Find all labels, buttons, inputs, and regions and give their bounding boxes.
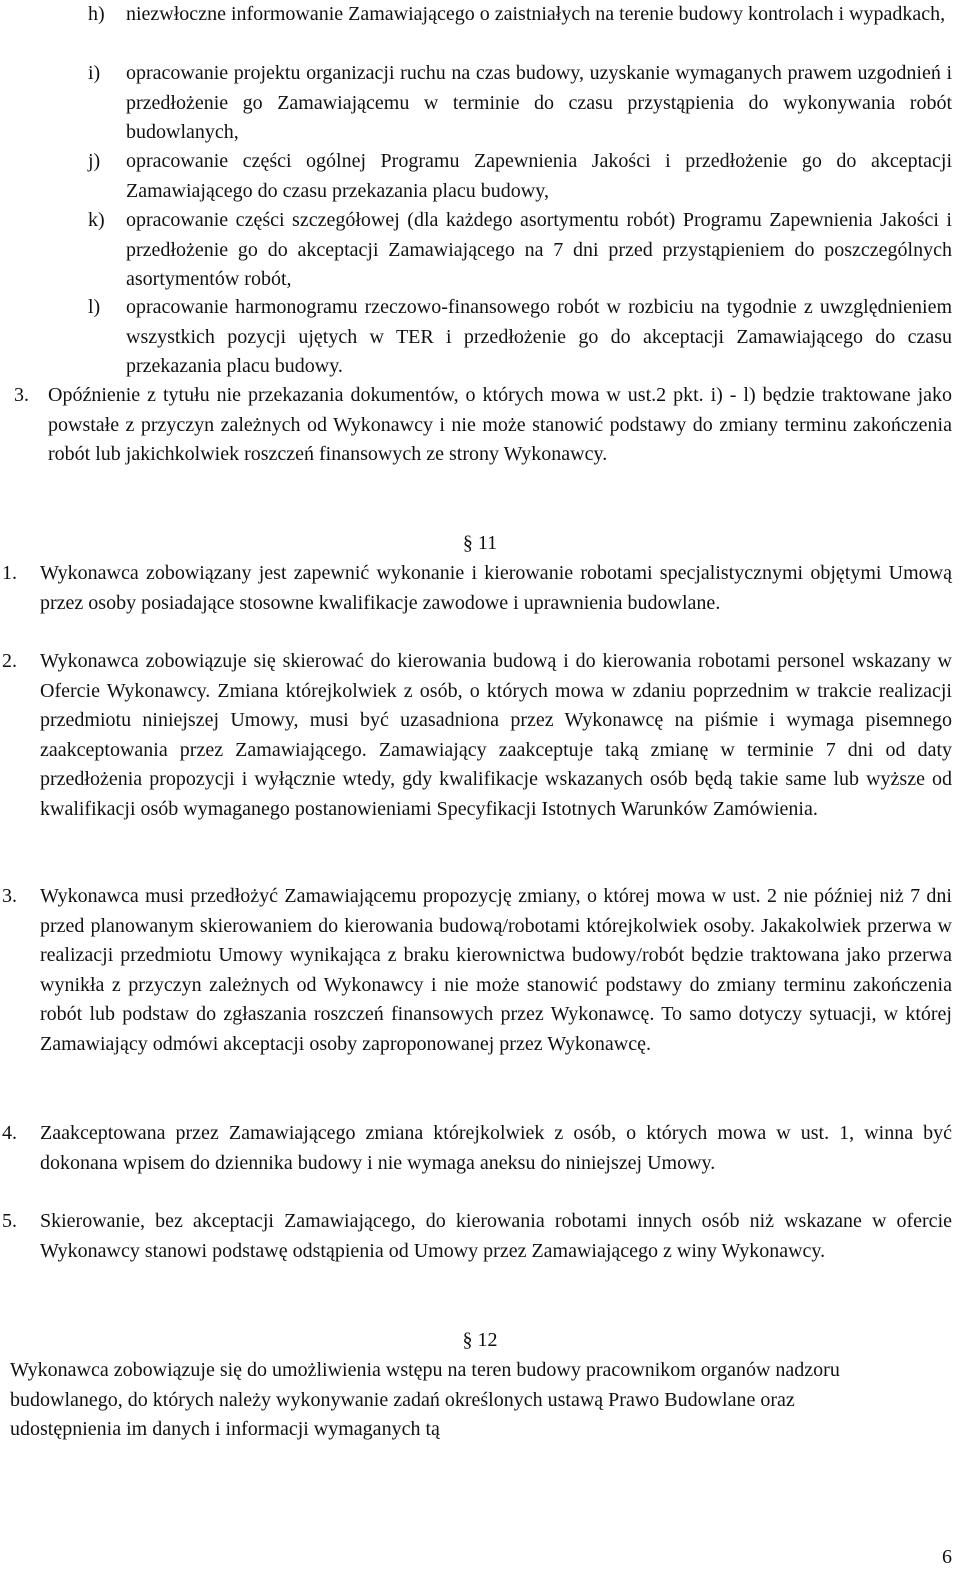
list-item-k bbox=[88, 206, 952, 295]
section-heading-12: § 12 bbox=[462, 1329, 498, 1351]
page-number: 6 bbox=[942, 1546, 952, 1568]
item-text: Wykonawca zobowiązuje się skierować do kierowania budową i do kierowania robotami personel wskazany w Ofercie Wykonawcy. Zmiana którejkolwiek z osób, o których mowa w zdaniu poprzednim w trakcie realizacji przedmiotu niniejszej Umowy, musi być uzasadniona przez Wykonawcę na piśmie i wymaga pisemnego zaakceptowania przez Zamawiającego. Zamawiający zaakceptuje taką zmianę w terminie 7 dni od daty przedłożenia propozycji i wyłącznie wtedy, gdy kwalifikacje wskazanych osób będą takie same lub wyższe od kwalifikacji osób wymaganego postanowieniami Specyfikacji Istotnych Warunków Zamówienia. bbox=[40, 650, 952, 820]
section-11-item-5 bbox=[2, 1207, 952, 1266]
section-11-item-2 bbox=[2, 647, 952, 824]
item-text: Zaakceptowana przez Zamawiającego zmiana którejkolwiek z osób, o których mowa w ust. 1, winna być dokonana wpisem do dziennika budowy i nie wymaga aneksu do niniejszej Umowy. bbox=[40, 1122, 952, 1174]
item-number: 5. bbox=[2, 1210, 17, 1232]
list-label: h) bbox=[88, 3, 105, 25]
section-11-item-3 bbox=[2, 882, 952, 1059]
item-text: Wykonawca musi przedłożyć Zamawiającemu propozycję zmiany, o której mowa w ust. 2 nie później niż 7 dni przed planowanym skierowaniem do kierowania budową/robotami którejkolwiek osoby. Jakakolwiek przerwa w realizacji przedmiotu Umowy wynikająca z braku kierownictwa budowy/robót będzie traktowana jako przerwa wynikła z przyczyn zależnych od Wykonawcy i nie może stanowić podstawy do zmiany terminu zakończenia robót lub podstaw do zgłaszania roszczeń finansowych przez Wykonawcę. To samo dotyczy sytuacji, w której Zamawiający odmówi akceptacji osoby zaproponowanej przez Wykonawcę. bbox=[40, 885, 952, 1055]
list-item-j bbox=[88, 147, 952, 206]
list-text: opracowanie części szczegółowej (dla każdego asortymentu robót) Programu Zapewnienia Jakości i przedłożenie go do akceptacji Zamawiającego na 7 dni przed przystąpieniem do poszczególnych asortymentów robót, bbox=[126, 209, 952, 290]
list-text: opracowanie części ogólnej Programu Zapewnienia Jakości i przedłożenie go do akceptacji Zamawiającego do czasu przekazania placu budowy, bbox=[126, 150, 952, 202]
list-label: j) bbox=[88, 150, 101, 172]
point-label: 3. bbox=[14, 384, 29, 406]
list-label: i) bbox=[88, 62, 101, 84]
item-number: 2. bbox=[2, 650, 17, 672]
point-text: Opóźnienie z tytułu nie przekazania dokumentów, o których mowa w ust.2 pkt. i) - l) będzie traktowane jako powstałe z przyczyn zależnych od Wykonawcy i nie może stanowić podstawy do zmiany terminu zakończenia robót lub jakichkolwiek roszczeń finansowych ze strony Wykonawcy. bbox=[48, 384, 952, 465]
list-label: l) bbox=[88, 296, 101, 318]
item-text: Skierowanie, bez akceptacji Zamawiającego, do kierowania robotami innych osób niż wskazane w ofercie Wykonawcy stanowi podstawę odstąpienia od Umowy przez Zamawiającego z winy Wykonawcy. bbox=[40, 1210, 952, 1262]
section-heading-11: § 11 bbox=[462, 532, 498, 554]
point-3-delay bbox=[14, 381, 952, 470]
list-item-i bbox=[88, 59, 952, 148]
list-label: k) bbox=[88, 209, 105, 231]
item-text: Wykonawca zobowiązany jest zapewnić wykonanie i kierowanie robotami specjalistycznymi objętymi Umową przez osoby posiadające stosowne kwalifikacje zawodowe i uprawnienia budowlane. bbox=[40, 562, 952, 614]
item-number: 4. bbox=[2, 1122, 17, 1144]
list-text: niezwłoczne informowanie Zamawiającego o zaistniałych na terenie budowy kontrolach i wypadkach, bbox=[126, 3, 946, 25]
list-item-l bbox=[88, 293, 952, 382]
list-text: opracowanie harmonogramu rzeczowo-finansowego robót w rozbiciu na tygodnie z uwzględnieniem wszystkich pozycji ujętych w TER i przedłożenie go do akceptacji Zamawiającego do czasu przekazania placu budowy. bbox=[126, 296, 952, 377]
section-11-item-1 bbox=[2, 559, 952, 618]
list-item-h bbox=[88, 0, 952, 30]
item-number: 1. bbox=[2, 562, 17, 584]
section-11-item-4 bbox=[2, 1119, 952, 1178]
item-number: 3. bbox=[2, 885, 17, 907]
section-12-paragraph: Wykonawca zobowiązuje się do umożliwienia wstępu na teren budowy pracownikom organów nadzoru budowlanego, do których należy wykonywanie zadań określonych ustawą Prawo Budowlane oraz udostępnienia im danych i informacji wymaganych tą bbox=[10, 1359, 840, 1440]
list-text: opracowanie projektu organizacji ruchu na czas budowy, uzyskanie wymaganych prawem uzgodnień i przedłożenie go Zamawiającemu w terminie do czasu przystąpienia do wykonywania robót budowlanych, bbox=[126, 62, 952, 143]
